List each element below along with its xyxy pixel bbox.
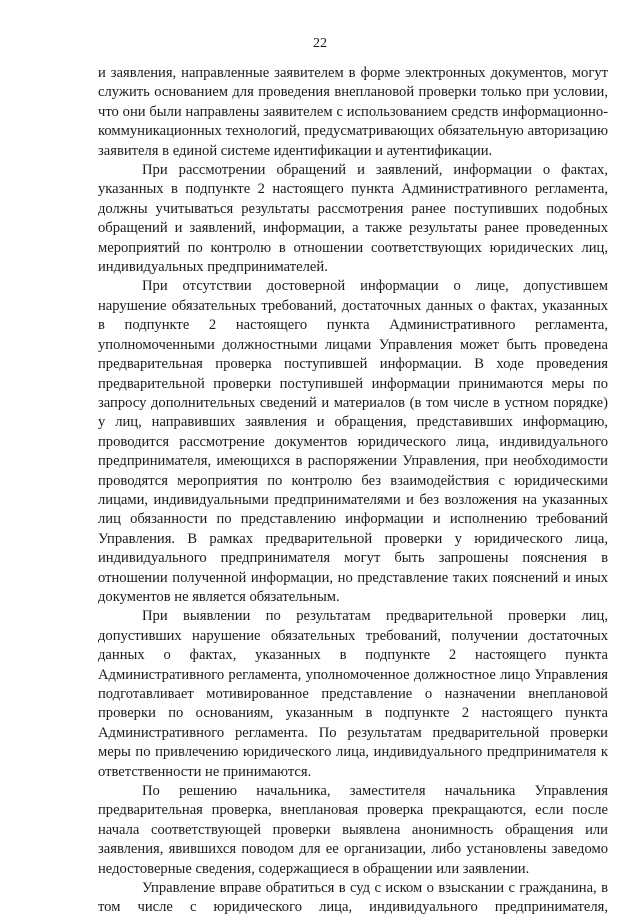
paragraph-5: По решению начальника, заместителя начальника Управления предварительная проверка, внеплановая проверка прекращаются, если после начала соответствующей проверки выявлена анонимность обращения или заявления, явившихся поводом для ее организации, либо установлены заведомо недостоверные сведения, содержащиеся в обращении или заявлении. <box>98 783 608 877</box>
paragraph-1: и заявления, направленные заявителем в форме электронных документов, могут служить основанием для проведения внеплановой проверки только при условии, что они были направлены заявителем с использованием средств информационно-коммуникационных технологий, предусматривающих обязательную авторизацию заявителя в единой системе идентификации и аутентификации. <box>98 65 608 159</box>
paragraph-2: При рассмотрении обращений и заявлений, информации о фактах, указанных в подпункте 2 настоящего пункта Административного регламента, должны учитываться результаты рассмотрения ранее поступивших подобных обращений и заявлений, информации, а также результаты ранее проведенных мероприятий по контролю в отношении соответствующих юридических лиц, индивидуальных предпринимателей. <box>98 162 608 276</box>
paragraph-6: Управление вправе обратиться в суд с иском о взыскании с гражданина, в том числе с юридического лица, индивидуального предпринимателя, <box>98 880 608 916</box>
paragraph-3: При отсутствии достоверной информации о лице, допустившем нарушение обязательных требований, достаточных данных о фактах, указанных в подпункте 2 настоящего пункта Административного регламента, уполномоченными должностными лицами Управления может быть проведена предварительная проверка поступившей информации. В ходе проведения предварительной проверки поступившей информации принимаются меры по запросу дополнительных сведений и материалов (в том числе в устном порядке) у лиц, направивших заявления и обращения, представивших информацию, проводится рассмотрение документов юридического лица, индивидуального предпринимателя, имеющихся в распоряжении Управления, при необходимости проводятся мероприятия по контролю без взаимодействия с юридическими лицами, индивидуальными предпринимателями и без возложения на указанных лиц обязанности по представлению информации и исполнению требований Управления. В рамках предварительной проверки у юридического лица, индивидуального предпринимателя могут быть запрошены пояснения в отношении полученной информации, но представление таких пояснений и иных документов не является обязательным. <box>98 278 608 605</box>
paragraph-4: При выявлении по результатам предварительной проверки лиц, допустивших нарушение обязательных требований, получении достаточных данных о фактах, указанных в подпункте 2 настоящего пункта Административного регламента, уполномоченное должностное лицо Управления подготавливает мотивированное представление о назначении внеплановой проверки по основаниям, указанным в подпункте 2 настоящего пункта Административного регламента. По результатам предварительной проверки меры по привлечению юридического лица, индивидуального предпринимателя к ответственности не принимаются. <box>98 608 608 780</box>
page-number: 22 <box>313 36 327 51</box>
document-body <box>98 64 608 918</box>
